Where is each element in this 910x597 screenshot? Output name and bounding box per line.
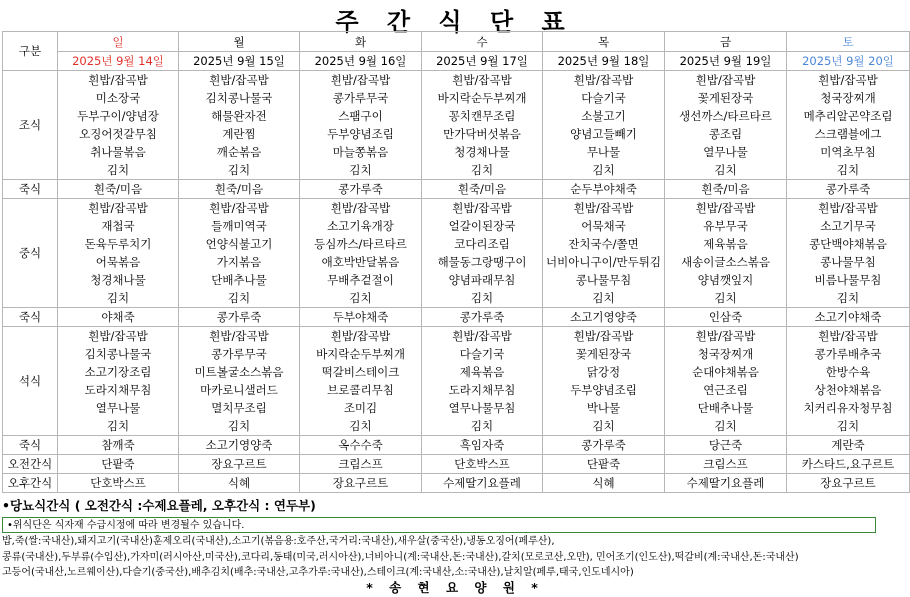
menu-item: 꽃게된장국 [697,91,754,105]
menu-item: 상천야채볶음 [814,383,882,397]
menu-item: 김치 [836,291,860,305]
menu-item: 다슬기국 [581,91,626,105]
menu-cell [179,327,300,436]
menu-item: 애호박반달볶음 [321,255,400,269]
menu-cell [300,199,422,308]
menu-item: 콩나물무침 [575,273,632,287]
menu-item: 어묵볶음 [95,255,141,269]
menu-item: 콩가루배추국 [814,347,882,361]
menu-item: 청경채나물 [90,273,146,287]
change-notice: •위식단은 식자재 수급시정에 따라 변경될수 있습니다. [2,517,876,533]
menu-item: 소고기장조림 [84,365,152,379]
menu-item: 김치 [106,291,130,305]
day-name-sat: 토 [787,32,910,52]
menu-item: 순대야채볶음 [692,365,759,379]
menu-item: 크림스프 [665,455,787,474]
date-tue: 2025년 9월 16일 [300,52,422,71]
origin-line-3: 고등어(국내산,노르웨이산),다슬기(중국산),배추김치(배추:국내산,고추가루:국내산),스테이크(계:국내산,소:국내산),날치알(페루,태국,인도네시아) [2,567,634,578]
meal-row-lunch [3,199,910,308]
menu-item: 해물동그랑땡구이 [437,255,527,269]
menu-item: 흰밥/잡곡밥 [695,73,756,87]
menu-item: 김치 [592,163,615,177]
menu-item: 콩가루죽 [300,180,422,199]
menu-item: 흰밥/잡곡밥 [330,73,391,87]
date-mon: 2025년 9월 15일 [179,52,300,71]
menu-item: 생선까스/타르타르 [679,109,772,123]
meal-row-snack-pm [3,474,910,493]
menu-item: 메추리알곤약조림 [803,109,893,123]
menu-cell [58,199,179,308]
menu-item: 꽃게된장국 [575,347,632,361]
menu-item: 김치 [349,163,372,177]
menu-item: 흰밥/잡곡밥 [330,329,391,343]
facility-name: * 송 현 요 양 원 * [366,580,544,595]
menu-item: 흰죽/미음 [58,180,179,199]
menu-cell [179,199,300,308]
menu-item: 옥수수죽 [300,436,422,455]
menu-item: 식혜 [179,474,300,493]
menu-cell [543,71,665,180]
meal-label: 오후간식 [3,474,58,493]
menu-item: 열무나물 [703,145,748,159]
menu-item: 흰밥/잡곡밥 [818,73,878,87]
menu-cell [300,327,422,436]
menu-item: 너비아니구이/만두튀김 [546,255,661,269]
menu-item: 오징어젓갈무침 [79,127,157,141]
category-header: 구분 [3,32,58,71]
menu-item: 새송이글소스볶음 [681,255,770,269]
menu-item: 돈육두루치기 [84,237,152,251]
day-name-tue: 화 [300,32,422,52]
menu-item: 도라지채무침 [448,383,516,397]
menu-cell [422,71,543,180]
menu-cell [543,199,665,308]
menu-item: 청국장찌개 [697,347,754,361]
menu-item: 흰밥/잡곡밥 [452,73,512,87]
menu-item: 콩가루무국 [332,91,389,105]
meal-row-snack-am [3,455,910,474]
menu-item: 두부구이/양념장 [77,109,159,123]
meal-row-porridge-dinner [3,436,910,455]
menu-item: 계란죽 [787,436,910,455]
date-wed: 2025년 9월 17일 [422,52,543,71]
menu-item: 장요구르트 [787,474,910,493]
date-sun: 2025년 9월 14일 [58,52,179,71]
menu-item: 콩조림 [708,127,743,141]
date-fri: 2025년 9월 19일 [665,52,787,71]
meal-row-porridge-lunch [3,308,910,327]
menu-cell [665,199,787,308]
menu-item: 무배추겉절이 [327,273,394,287]
day-header-row [3,32,910,52]
menu-item: 만가닥버섯볶음 [443,127,521,141]
menu-item: 소불고기 [581,109,626,123]
menu-item: 두부양념조림 [327,127,394,141]
menu-item: 흰밥/잡곡밥 [88,201,148,215]
menu-item: 미역초무침 [820,145,876,159]
page-title: 주 간 식 단 표 [335,7,575,36]
menu-item: 흰죽/미음 [422,180,543,199]
menu-cell [787,327,910,436]
menu-item: 식혜 [543,474,665,493]
menu-item: 흰밥/잡곡밥 [88,329,148,343]
meal-row-dinner [3,327,910,436]
menu-item: 양념파래무침 [448,273,516,287]
day-name-thu: 목 [543,32,665,52]
meal-label: 죽식 [3,436,58,455]
menu-item: 당근죽 [665,436,787,455]
menu-item: 단팥죽 [543,455,665,474]
menu-item: 김치 [106,163,130,177]
menu-item: 단팥죽 [58,455,179,474]
menu-item: 제육볶음 [459,365,505,379]
menu-item: 스팸구이 [338,109,383,123]
menu-cell [787,199,910,308]
menu-item: 가지볶음 [216,255,262,269]
menu-item: 조미김 [343,401,378,415]
menu-item: 수제딸기요플레 [665,474,787,493]
menu-item: 미트볼굴소스볶음 [194,365,284,379]
menu-item: 단호박스프 [422,455,543,474]
menu-item: 김치 [714,291,737,305]
meal-label: 석식 [3,327,58,436]
menu-item: 떡갈비스테이크 [321,365,400,379]
menu-item: 크림스프 [300,455,422,474]
menu-item: 카스타드,요구르트 [787,455,910,474]
origin-line-2: 콩류(국내산),두부류(수입산),가자미(러시아산,미국산),코다리,동태(미국,러시아산),너비아니(계:국내산,돈:국내산),갈치(모로코산,오만), 민어조기(인도산),떡갈비(계:국내산,돈:국내산) [2,552,799,563]
menu-item: 순두부야채죽 [543,180,665,199]
menu-item: 수제딸기요플레 [422,474,543,493]
menu-item: 단호박스프 [58,474,179,493]
menu-item: 양념깻잎지 [697,273,754,287]
diabetic-snack-note: •당뇨식간식 ( 오전간식 :수제요플레, 오후간식 : 연두부) [2,498,316,513]
menu-item: 꽁치캔무조림 [448,109,516,123]
menu-item: 김치 [349,291,372,305]
menu-item: 깨순볶음 [216,145,262,159]
menu-item: 콩가루죽 [543,436,665,455]
menu-item: 야채죽 [58,308,179,327]
date-sat: 2025년 9월 20일 [787,52,910,71]
menu-item: 김치 [470,163,494,177]
menu-item: 열무나물무침 [448,401,516,415]
meal-label: 조식 [3,71,58,180]
menu-item: 흑임자죽 [422,436,543,455]
menu-item: 흰밥/잡곡밥 [330,201,391,215]
menu-item: 소고기야채죽 [787,308,910,327]
menu-item: 소고기영양죽 [179,436,300,455]
menu-item: 김치 [349,419,372,433]
date-row [3,52,910,71]
menu-cell [300,71,422,180]
origin-line-1: 밥,죽(쌀:국내산),돼지고기(국내산)훈제오리(국내산),소고기(볶음용:호주산,국거리:국내산),새우살(중국산),냉동오징어(페루산), [2,536,555,547]
menu-item: 마카로니샐러드 [200,383,278,397]
menu-item: 다슬기국 [459,347,505,361]
menu-item: 흰밥/잡곡밥 [573,201,634,215]
menu-item: 열무나물 [95,401,141,415]
meal-label: 죽식 [3,308,58,327]
menu-item: 흰밥/잡곡밥 [452,201,512,215]
meal-label: 오전간식 [3,455,58,474]
menu-item: 바지락순두부찌개 [437,91,527,105]
menu-item: 도라지채무침 [84,383,152,397]
menu-item: 한방수육 [825,365,871,379]
menu-item: 참깨죽 [58,436,179,455]
menu-item: 재첩국 [101,219,135,233]
menu-item: 청국장찌개 [820,91,876,105]
menu-item: 스크램블에그 [814,127,882,141]
meal-row-breakfast [3,71,910,180]
menu-item: 등심까스/타르타르 [314,237,407,251]
menu-item: 장요구르트 [300,474,422,493]
menu-item: 유부무국 [703,219,748,233]
menu-cell [422,327,543,436]
menu-item: 콩가루죽 [179,308,300,327]
menu-item: 김치 [227,291,251,305]
day-name-wed: 수 [422,32,543,52]
menu-item: 김치콩나물국 [84,347,152,361]
menu-item: 해물완자전 [211,109,267,123]
menu-item: 치커리유자청무침 [803,401,893,415]
menu-item: 김치 [470,291,494,305]
menu-item: 흰죽/미음 [179,180,300,199]
meal-row-porridge-morning [3,180,910,199]
menu-item: 흰밥/잡곡밥 [573,73,634,87]
menu-item: 장요구르트 [179,455,300,474]
weekly-menu-table [2,31,910,493]
menu-cell [787,71,910,180]
menu-item: 김치 [470,419,494,433]
menu-item: 취나물볶음 [90,145,146,159]
menu-item: 마늘쫑볶음 [332,145,389,159]
menu-item: 흰밥/잡곡밥 [209,329,269,343]
menu-item: 콩가루죽 [787,180,910,199]
menu-item: 흰밥/잡곡밥 [88,73,148,87]
menu-item: 흰밥/잡곡밥 [695,329,756,343]
menu-item: 계란찜 [222,127,256,141]
menu-item: 콩단백야채볶음 [809,237,887,251]
menu-item: 김치 [714,419,737,433]
menu-item: 제육볶음 [703,237,748,251]
menu-item: 언양식불고기 [205,237,273,251]
menu-cell [179,71,300,180]
menu-item: 김치 [836,419,860,433]
meal-label: 죽식 [3,180,58,199]
menu-item: 흰밥/잡곡밥 [452,329,512,343]
menu-item: 청경채나물 [454,145,510,159]
menu-item: 콩가루무국 [211,347,267,361]
menu-cell [543,327,665,436]
menu-item: 흰밥/잡곡밥 [573,329,634,343]
menu-cell [58,71,179,180]
menu-cell [665,71,787,180]
menu-item: 김치콩나물국 [205,91,273,105]
menu-item: 연근조림 [703,383,748,397]
menu-item: 단배추나물 [211,273,267,287]
menu-item: 양념고들빼기 [570,127,637,141]
day-name-sun: 일 [58,32,179,52]
menu-item: 무나물 [586,145,621,159]
menu-item: 잔치국수/쫄면 [568,237,639,251]
menu-item: 김치 [592,419,615,433]
day-name-mon: 월 [179,32,300,52]
menu-item: 단배추나물 [697,401,754,415]
menu-item: 비름나물무침 [814,273,882,287]
menu-cell [422,199,543,308]
menu-item: 두부야채죽 [300,308,422,327]
day-name-fri: 금 [665,32,787,52]
menu-item: 박나물 [586,401,621,415]
menu-item: 김치 [592,291,615,305]
menu-item: 미소장국 [95,91,141,105]
menu-item: 흰밥/잡곡밥 [818,329,878,343]
menu-item: 흰밥/잡곡밥 [209,201,269,215]
menu-item: 흰죽/미음 [665,180,787,199]
menu-item: 소고기육개장 [327,219,394,233]
menu-item: 콩가루죽 [422,308,543,327]
menu-item: 김치 [227,419,251,433]
menu-item: 김치 [106,419,130,433]
menu-cell [58,327,179,436]
menu-item: 소고기무국 [820,219,876,233]
menu-item: 브로콜리무침 [327,383,394,397]
menu-item: 코다리조림 [454,237,510,251]
menu-item: 닭강정 [586,365,621,379]
menu-item: 들깨미역국 [211,219,267,233]
menu-item: 김치 [227,163,251,177]
menu-item: 인삼죽 [665,308,787,327]
menu-item: 흰밥/잡곡밥 [818,201,878,215]
menu-item: 소고기영양죽 [543,308,665,327]
meal-label: 중식 [3,199,58,308]
menu-item: 얼갈이된장국 [448,219,516,233]
menu-item: 김치 [714,163,737,177]
menu-item: 어묵채국 [581,219,626,233]
date-thu: 2025년 9월 18일 [543,52,665,71]
menu-item: 바지락순두부찌개 [316,347,405,361]
menu-item: 흰밥/잡곡밥 [695,201,756,215]
menu-item: 김치 [836,163,860,177]
menu-item: 흰밥/잡곡밥 [209,73,269,87]
menu-item: 콩나물무침 [820,255,876,269]
menu-item: 두부양념조림 [570,383,637,397]
menu-cell [665,327,787,436]
menu-item: 멸치무조림 [211,401,267,415]
